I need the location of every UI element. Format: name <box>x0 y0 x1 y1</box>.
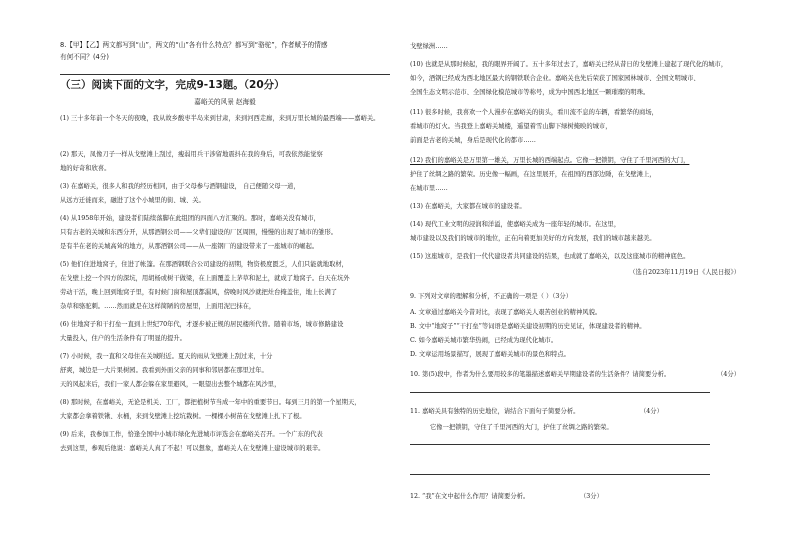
paragraph-12-cont2: 在城市里…… <box>410 185 448 192</box>
paragraph-11-cont2: 前面是古老的关城，身后是现代化的都市…… <box>410 137 536 144</box>
paragraph-12: (12) 我们的嘉峪关是万里第一雄关，万里长城的西端起点。它像一把锁钥，守住了千里河西的大门， <box>410 157 690 164</box>
paragraph-6: (6) 住地窝子和干打垒一直到上世纪70年代，才逐步被正规的居民楼所代替。随着市场，城市修路建设 <box>60 321 344 328</box>
paragraph-14: (14) 现代工业文明的浸润和洋溢，使嘉峪关成为一座年轻的城市。在这里， <box>410 221 621 228</box>
section-title: （三）阅读下面的文字，完成9-13题。（20分） <box>60 79 285 91</box>
question-12-points: （3分） <box>580 493 603 500</box>
paragraph-7: (7) 小时候，我一直和父母住在关城附近。夏天的雨从戈壁滩上刮过来，十分 <box>60 353 273 360</box>
paragraph-5-cont1: 在戈壁上挖一个四方的深坑，用胡杨或树干做梁，在上面覆盖上茅草和泥土，就成了地窝子。白天在坑外 <box>60 275 350 282</box>
paragraph-5-cont2: 劳动干活，晚上回到地窝子里，有时候门窗和屋顶都漏风，傍晚时风沙就把灶台掩盖住，地上长满了 <box>60 289 338 296</box>
q9-option-b: B. 文中“地窝子”“干打垒”等词语是嘉峪关建设初期的历史见证，体现建设者的精神。 <box>410 323 646 330</box>
question-12: 12. “我”在文中起什么作用？请简要分析。 <box>410 493 530 500</box>
source-note: （选自2023年11月19日《人民日报》） <box>629 269 740 276</box>
paragraph-10-cont1: 如今，酒钢已经成为西北地区最大的钢铁联合企业。嘉峪关也先后荣获了国家园林城市、全国文明城市、 <box>410 75 700 82</box>
paragraph-8: (8) 那时候，在嘉峪关，无论是机关、工厂，都把植树节当成一年中的重要节日。每到三月的第一个星期天， <box>60 399 361 406</box>
paragraph-8-cont: 大家都会拿着铁锹、水桶，来到戈壁滩上挖坑栽树。一棵棵小树苗在戈壁滩上扎下了根。 <box>60 413 306 420</box>
paragraph-13: (13) 在嘉峪关，大家都在城市的建设者。 <box>410 203 526 210</box>
paragraph-11: (11) 很多时候，我喜欢一个人漫步在嘉峪关的街头，看川流不息的车辆，看繁华的商场， <box>410 109 658 116</box>
q9-option-a: A. 文章通过嘉峪关今昔对比，表现了嘉峪关人艰苦创业的精神风貌。 <box>410 309 602 316</box>
paragraph-4-cont2: 是有半在老的关城高耸的地方，从那酒钢公司——从一座钢厂的建设带来了一座城市的崛起。 <box>60 243 319 250</box>
paragraph-7-cont2: 天的风起来后，我们一家人都会躲在家里避风，一眼望出去整个城都在风沙里， <box>60 381 281 388</box>
paragraph-11-cont1: 看城市的灯火。当我登上嘉峪关城楼，遥望着雪山脚下绿树掩映的城市， <box>410 123 612 130</box>
paragraph-6-cont: 大量投入，住户的生活条件有了明显的提升。 <box>60 335 186 342</box>
question-11-quote: 它像一把锁钥，守住了千里河西的大门，护住了丝绸之路的繁荣。 <box>430 424 613 431</box>
article-title: 嘉峪关的风景 赵海毅 <box>194 98 256 106</box>
paragraph-3-cont: 从远方迁徙而来，融进了这个小城里的街、城、关。 <box>60 197 205 204</box>
section-divider <box>60 74 390 75</box>
question-11: 11. 嘉峪关具有独特的历史地位，请结合下面句子简要分析。 <box>410 408 580 415</box>
paragraph-9: (9) 后来，我参加工作，恰逢全国中小城市绿化先进城市评选会在嘉峪关召开。一个广东的代表 <box>60 431 323 438</box>
q9-option-d: D. 文章运用场景描写，展现了嘉峪关城市的景色和特点。 <box>410 351 570 358</box>
paragraph-2: (2) 那天，凤像刀子一样从戈壁滩上刮过，瘦弱用兵干涉留地震抖在我的身后，可我依然能觉察 <box>60 151 323 158</box>
q9-option-c: C. 如今嘉峪关城市繁华热闹，已经成为现代化城市。 <box>410 337 558 344</box>
paragraph-1: (1) 三十多年前一个冬天的夜晚，我从故乡酸枣半岛来到甘肃，来到河西走廊，来到万里长城的最西端——嘉峪关。 <box>60 115 380 122</box>
question-11-points: （4分） <box>640 408 663 415</box>
question-10-points: （4分） <box>717 371 740 378</box>
paragraph-10: (10) 也就是从那时候起，我的眼界开阔了。五十多年过去了，嘉峪关已经从昔日的戈壁滩上建起了现代化的城市， <box>410 61 728 68</box>
paragraph-3: (3) 在嘉峪关，很多人和我的经历相同，由于父母参与酒钢建设， 自己便随父母一道， <box>60 183 300 190</box>
question-9: 9. 下列对文章的理解和分析，不正确的一项是（ ）（3分） <box>410 293 572 300</box>
question-10: 10. 第(5)段中，作者为什么要用较多的笔墨描述嘉峪关早期建设者的生活条件？请简要分析。 <box>410 371 671 378</box>
paragraph-5-cont3: 杂草和骆驼刺。……然而就是在这样简陋的房屋里，上面用泥巴抹在， <box>60 303 256 310</box>
paragraph-5: (5) 他们住进地窝子，住进了帐篷。在那酒钢联合公司建设的初期，物资极度匮乏，人们只能就地取材， <box>60 261 348 268</box>
continued-line: 戈壁绿洲…… <box>410 43 448 50</box>
paragraph-9-cont: 去到这里，参观后他说：嘉峪关人真了不起！可以想象，嘉峪关人在戈壁滩上建设城市的艰辛。 <box>60 445 325 452</box>
paragraph-10-cont2: 全国生态文明示范市、全国绿化模范城市等称号，成为中国西北地区一颗璀璨的明珠。 <box>410 89 650 96</box>
question-8-line2: 有何不同？(4分) <box>60 53 109 61</box>
paragraph-2-cont: 地的好奇和欣喜。 <box>60 165 111 172</box>
paragraph-4: (4) 从1958年开始，建设者们陆续落脚在此组团的四面八方汇聚的。那时，嘉峪关没有城市， <box>60 215 320 222</box>
paragraph-7-cont1: 舒爽，城边是一大片果树园。我看到外面父亲的同事和邻居都在那里过年。 <box>60 367 268 374</box>
answer-line-10[interactable] <box>410 392 710 393</box>
answer-line-11b[interactable] <box>410 474 710 475</box>
paragraph-4-cont1: 只有古老的关城和东西分开，从那酒钢公司——父辈们建设的厂区周围，慢慢的出现了城市的雏形。 <box>60 229 338 236</box>
answer-line-11a[interactable] <box>410 444 710 445</box>
paragraph-12-cont1: 护住了丝绸之路的繁荣。历史像一幅画，在这里展开，在祖国的西部边陲，在戈壁滩上， <box>410 171 656 178</box>
question-8-line1: 8.【甲】【乙】两文都写到“山”，两文的“山”各有什么特点？都写到“骆驼”，作者赋予的情感 <box>60 41 328 49</box>
paragraph-14-cont: 城市建设以及我们的城市的地位，正在向着更加美好的方向发展，我们的城市越来越美。 <box>410 235 656 242</box>
paragraph-15: (15) 这座城市，是我们一代代建设者共同建设的结果，也成就了嘉峪关，以及这座城市的精神底色。 <box>410 253 690 260</box>
